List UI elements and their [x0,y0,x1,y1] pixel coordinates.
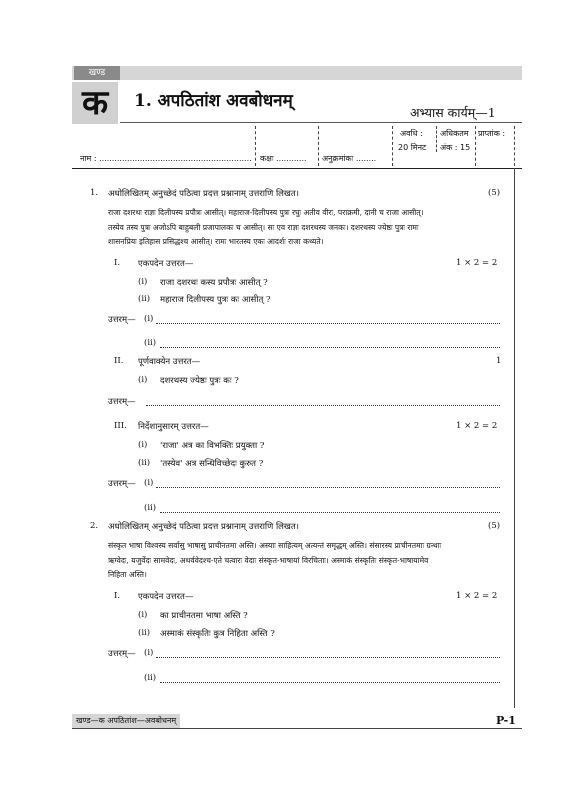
passage-line: तस्येव तस्य पुत्रः अजोऽपि बाहुबली प्रजापालकः च आसीत्। सः एव राज्ञः दशरथस्य जनकः। दशरथस्य ज्येष्ठः पुत्रः रामः [108,222,419,232]
duration-label: अवधि : [400,129,423,138]
title-underline [120,122,522,123]
section-letter: क [72,82,118,124]
divider [318,126,319,166]
q2-s1-label: एकपदेन उत्तरत— [138,592,194,602]
answer-line[interactable] [156,657,500,658]
duration-value: 20 मिनट [398,143,427,152]
q1-s3-marks: 1 × 2 = 2 [456,421,498,431]
q1-s1-marks: 1 × 2 = 2 [456,258,498,268]
answer-line[interactable] [160,512,500,513]
passage-line: निहिता अस्ति। [108,570,147,579]
q1-number: 1. [90,188,99,198]
obtained-label: प्राप्तांक : [478,129,506,138]
exercise-title: अभ्यास कार्यम्—1 [410,105,496,120]
q1-s1-label: एकपदेन उत्तरत— [138,259,194,269]
passage-line: राजा दशरथः राज्ञः दिलीपस्य प्रपौत्रः आसीत्। महाराज-दिलीपस्य पुत्रः रघुः अतीव वीरः, पराक्रमी, दानी च राजा आसीत्। [108,208,424,217]
passage-line: ऋग्वेदः, यजुर्वेदः सामवेदः, अथर्ववेदश्च-एते चत्वारः वेदाः संस्कृत-भाषायां विरचिताः। अस्माकं संस्कृतिः संस्कृत-भाषायामेव [108,555,429,565]
q1-s3-label: निर्देशानुसारम् उत्तरत— [138,422,209,432]
q2-passage [108,539,508,583]
q-item-num: (ii) [138,294,151,304]
divider [392,126,393,166]
q-item-num: (i) [138,375,148,385]
q1-s2-num: II. [114,356,124,366]
q-item: राजा दशरथः कस्य प्रपौत्रः आसीत् ? [160,278,268,288]
q-item: 'राजा' अत्र का विभक्तिः प्रयुक्ता ? [160,441,265,451]
chapter-title: 1. अपठितांश अवबोधनम् [134,91,293,111]
answer-label: उत्तरम्— [108,479,136,489]
q1-s1-num: I. [114,258,121,268]
q-item-num: (i) [138,277,148,287]
answer-label: उत्तरम्— [108,397,136,407]
answer-num: (i) [144,478,154,488]
section-label: खण्ड [74,66,120,80]
class-field: कक्षः ............ [260,154,307,163]
answer-line[interactable] [156,323,500,324]
right-rule [514,168,515,708]
header-rule [72,168,522,169]
q-item-num: (ii) [138,458,151,468]
footer-rule [72,728,522,729]
answer-num: (ii) [144,338,157,348]
q-item: दशरथस्य ज्येष्ठः पुत्रः कः ? [160,376,239,386]
q2-s1-num: I. [114,591,121,601]
q-item-num: (i) [138,610,148,620]
answer-label: उत्तरम्— [108,649,136,659]
q1-marks: (5) [488,188,501,198]
q-item: 'तस्येव' अत्र सन्धिविच्छेदः कुरुत ? [160,459,264,469]
q1-s2-marks: 1 [496,356,502,366]
q-item: अस्माकं संस्कृतिः कुत्र निहिता अस्ति ? [160,629,275,639]
q-item: महाराज दिलीपस्य पुत्रः कः आसीत् ? [160,295,271,305]
page-number: P-1 [496,714,516,727]
q2-number: 2. [90,521,99,531]
answer-num: (ii) [144,673,157,683]
answer-line[interactable] [160,347,500,348]
divider [255,126,256,166]
marks-label: अंक : 15 [440,143,471,152]
q-item-num: (ii) [138,628,151,638]
roll-field: अनुक्रमांकः ........ [322,154,377,163]
q1-s2-label: पूर्णवाक्येन उत्तरत— [138,357,201,367]
answer-line[interactable] [160,682,500,683]
divider [475,126,476,166]
q-item: का प्राचीनतमा भाषा अस्ति ? [160,611,248,621]
answer-line[interactable] [156,487,500,488]
q1-passage [108,206,508,250]
divider [436,126,437,152]
q2-s1-marks: 1 × 2 = 2 [456,591,498,601]
passage-line: संस्कृत भाषा विश्वस्य सर्वासु भाषासु प्राचीनतमा अस्ति। अस्याः साहित्यम् अत्यन्तं समृद्धम् अस्ति। संसारस्य प्राचीनतमाः ग्रन्थाः [108,541,442,550]
q2-instruction: अधोलिखितम् अनुच्छेदं पठित्वा प्रदत्त प्रश्नानाम् उत्तराणि लिखत। [108,522,299,532]
max-label: अधिकतम [440,129,469,138]
answer-num: (i) [144,648,154,658]
name-field: नाम : ............................................................ [80,154,252,163]
passage-line: शासनप्रियः इतिहास प्रसिद्धश्च आसीत्। रामः भारतस्य एकः आदर्शः राजा कथ्यते। [108,237,324,246]
answer-label: उत्तरम्— [108,315,136,325]
q-item-num: (i) [138,440,148,450]
section-bar [72,66,522,80]
q1-s3-num: III. [114,421,127,431]
answer-line[interactable] [146,405,500,406]
q1-instruction: अधोलिखितम् अनुच्छेदं पठित्वा प्रदत्त प्रश्नानाम् उत्तराणि लिखत। [108,189,299,199]
answer-num: (i) [144,314,154,324]
footer-section-label: खण्ड—क अपठितांश—अवबोधनम् [72,714,180,728]
divider [514,126,515,166]
q2-marks: (5) [488,521,501,531]
answer-num: (ii) [144,503,157,513]
